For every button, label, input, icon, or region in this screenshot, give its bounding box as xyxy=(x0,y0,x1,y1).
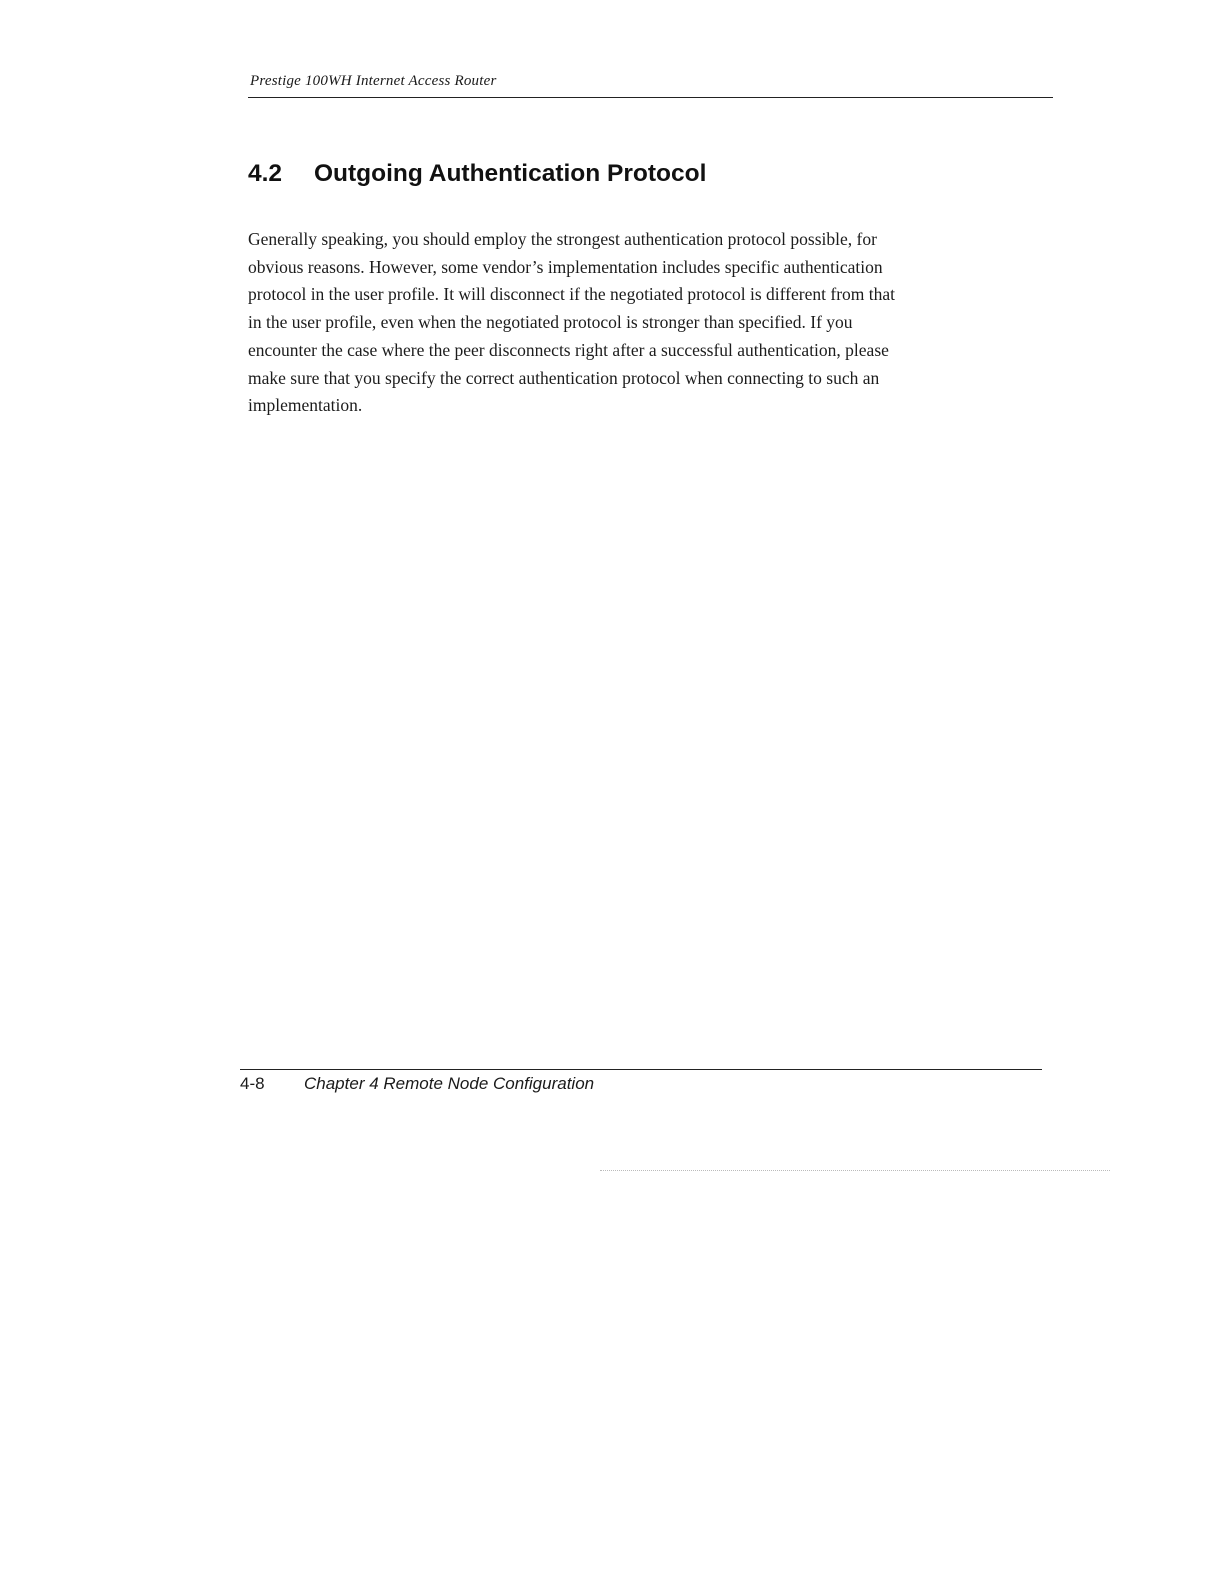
chapter-title: Chapter 4 Remote Node Configuration xyxy=(304,1074,595,1093)
running-header: Prestige 100WH Internet Access Router xyxy=(250,73,497,89)
paragraph-line: protocol in the user profile. It will disconnect if the negotiated protocol is different from that xyxy=(248,284,895,305)
section-number: 4.2 xyxy=(248,160,283,187)
paragraph-line: make sure that you specify the correct authentication protocol when connecting to such an xyxy=(248,367,880,388)
paragraph-line: in the user profile, even when the negotiated protocol is stronger than specified. If you xyxy=(248,312,853,333)
header-rule xyxy=(248,97,1053,98)
page-number: 4-8 xyxy=(240,1074,265,1093)
section-heading xyxy=(248,160,706,188)
footer-rule xyxy=(240,1069,1042,1070)
page-footer xyxy=(240,1074,594,1094)
paragraph-line: obvious reasons. However, some vendor’s implementation includes specific authentication xyxy=(248,256,883,277)
scan-artifact xyxy=(600,1170,1110,1171)
paragraph-line: encounter the case where the peer disconnects right after a successful authentication, please xyxy=(248,339,889,360)
body-paragraph xyxy=(248,226,1008,420)
paragraph-line: Generally speaking, you should employ the strongest authentication protocol possible, for xyxy=(248,229,877,249)
paragraph-line: implementation. xyxy=(248,395,363,416)
section-title: Outgoing Authentication Protocol xyxy=(314,160,707,187)
